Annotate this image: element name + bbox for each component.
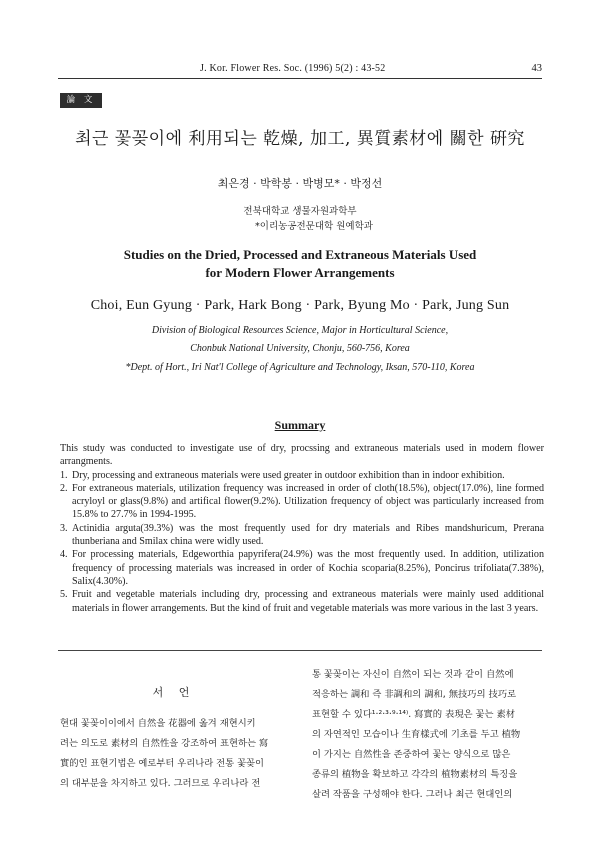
body-line: 살려 작품을 구성해야 한다. 그러나 최근 현대인의 bbox=[312, 789, 513, 800]
section-heading-introduction: 서 언 bbox=[152, 686, 196, 699]
body-column-left bbox=[60, 660, 288, 794]
summary-item-text: Actinidia arguta(39.3%) was the most frequently used for dry materials and Ribes mandshuricum, Prerana thunberiana and Smilax china were widly used. bbox=[72, 522, 544, 548]
body-line: 려는 의도로 素材의 自然性을 강조하여 표현하는 寫 bbox=[60, 738, 269, 749]
summary-item bbox=[60, 469, 544, 482]
affiliation-english-1: Division of Biological Resources Science, Major in Horticultural Science, bbox=[151, 325, 449, 336]
summary-divider bbox=[58, 650, 542, 651]
summary-item-text: For extraneous materials, utilization frequency was increased in order of cloth(18.5%), object(17.0%), line formed acryloyl or glass(9.8%) and artifical flower(9.2%). Utilization frequency of object was particularly increased from 15.8% to 27.7% in 1994-1995. bbox=[72, 482, 544, 521]
title-english-line-1: Studies on the Dried, Processed and Extraneous Materials Used bbox=[123, 247, 477, 262]
title-korean: 최근 꽃꽂이에 利用되는 乾燥, 加工, 異質素材에 關한 硏究 bbox=[75, 129, 525, 149]
summary-item bbox=[60, 482, 544, 522]
body-line: 實的인 표현기법은 예로부터 우리나라 전통 꽃꽂이 bbox=[60, 758, 265, 769]
journal-citation: J. Kor. Flower Res. Soc. (1996) 5(2) : 43-52 bbox=[200, 63, 386, 74]
summary-item-text: Dry, processing and extraneous materials were used greater in outdoor exhibition than in indoor exhibition. bbox=[72, 469, 505, 481]
body-line: 의 자연적인 모습이나 生育樣式에 기초를 두고 植物 bbox=[312, 729, 521, 740]
summary-item-text: For processing materials, Edgeworthia papyrifera(24.9%) was the most frequently used. In addition, utilization frequency of processing materials was increased in order of Kochia scoparia(8.25%), Poncirus trifoliata(7.38%), Salix(4.30%). bbox=[72, 549, 544, 587]
summary-intro: This study was conducted to investigate use of dry, procssing and extraneous materials used in modern flower arrangments. bbox=[60, 443, 544, 468]
title-english-line-2: for Modern Flower Arrangements bbox=[205, 265, 395, 280]
body-line: 현대 꽃꽂이이에서 自然을 花器에 옮겨 재현시키 bbox=[60, 718, 256, 729]
summary-item bbox=[60, 588, 544, 615]
summary-item-number: 4. bbox=[60, 549, 68, 561]
body-line: 종류의 植物을 확보하고 각각의 植物素材의 특징을 bbox=[312, 769, 518, 780]
article-type-badge: 論 文 bbox=[60, 93, 102, 108]
body-column-right bbox=[312, 665, 542, 805]
summary-item-text: Fruit and vegetable materials including dry, processing and extraneous materials were mainly used additional materials in flower arrangements. But the kind of fruit and vegetable materials was more various in the last 3 years. bbox=[72, 589, 544, 614]
body-line: 적응하는 調和 즉 非調和의 調和, 無技巧의 技巧로 bbox=[312, 689, 517, 700]
body-line: 이 가지는 自然性을 존중하여 꽃는 양식으로 많은 bbox=[312, 749, 511, 760]
affiliation-korean-1: 전북대학교 생물자원과학부 bbox=[243, 206, 357, 217]
summary-item-number: 2. bbox=[60, 482, 68, 494]
body-line: 통 꽃꽂이는 자신이 自然이 되는 것과 같이 自然에 bbox=[312, 669, 514, 680]
summary-item-number: 1. bbox=[60, 469, 68, 481]
affiliation-korean-2: *이리농공전문대학 원예학과 bbox=[255, 221, 373, 232]
body-line: 표현할 수 있다¹·²·³·⁹·¹⁴⁾. 寫實的 表現은 꽃는 素材 bbox=[312, 709, 516, 720]
summary-item-number: 5. bbox=[60, 589, 68, 601]
affiliation-english-3: *Dept. of Hort., Iri Nat'l College of Agriculture and Technology, Iksan, 570-110, Korea bbox=[125, 362, 475, 373]
title-english bbox=[0, 246, 600, 282]
page-number: 43 bbox=[531, 63, 542, 74]
summary-item-number: 3. bbox=[60, 522, 68, 534]
body-line: 의 대부분을 차지하고 있다. 그러므로 우리나라 전 bbox=[60, 778, 261, 789]
authors-english: Choi, Eun Gyung · Park, Hark Bong · Park, Byung Mo · Park, Jung Sun bbox=[90, 298, 510, 313]
header-divider bbox=[58, 78, 542, 79]
authors-korean: 최은경 · 박학봉 · 박병모* · 박정선 bbox=[217, 177, 383, 190]
summary-item bbox=[60, 522, 544, 549]
summary-item bbox=[60, 548, 544, 588]
affiliation-english-2: Chonbuk National University, Chonju, 560-756, Korea bbox=[190, 343, 410, 354]
body-text-right bbox=[312, 665, 542, 805]
body-text-left bbox=[60, 714, 288, 794]
summary-body bbox=[60, 442, 544, 615]
summary-heading: Summary bbox=[274, 418, 326, 432]
